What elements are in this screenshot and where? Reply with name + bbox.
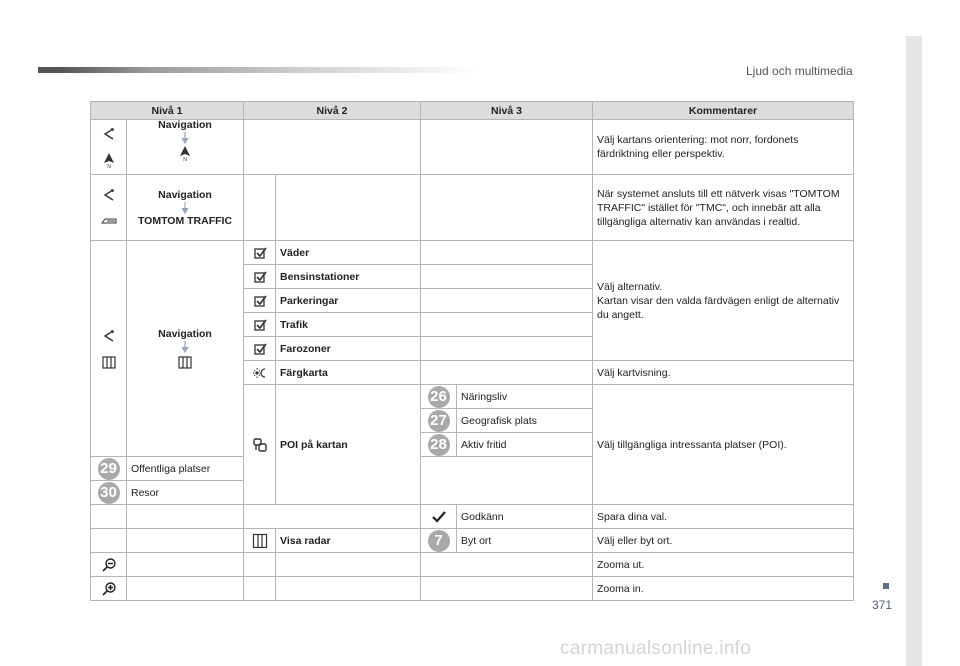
level3-cell: [421, 577, 593, 601]
down-arrow-icon: [181, 132, 189, 144]
badge-cell: [91, 457, 127, 481]
level3-cell: [421, 265, 593, 289]
level2-cell: [244, 505, 421, 529]
page-number: 371: [872, 598, 893, 612]
radar-icon[interactable]: [252, 533, 268, 549]
checkbox-icon[interactable]: [252, 341, 268, 357]
header-comments: Kommentarer: [593, 102, 854, 120]
level1-label: Navigation: [158, 119, 212, 131]
level1-cell: [127, 505, 244, 529]
badge-cell: [421, 433, 457, 457]
level3-cell: [421, 120, 593, 175]
table-row: [91, 577, 854, 601]
checkbox-icon[interactable]: [252, 293, 268, 309]
navigation-arrow-icon: [101, 187, 117, 203]
icon-cell: [91, 241, 127, 457]
level3-cell: [421, 313, 593, 337]
map-settings-icon: [101, 354, 117, 370]
comment-cell: Välj tillgängliga intressanta platser (POI).: [593, 385, 854, 505]
poi-category-badge: 30: [98, 482, 120, 504]
level2-icon-cell: [244, 553, 276, 577]
navigation-arrow-icon: [101, 328, 117, 344]
level1-cell: [127, 553, 244, 577]
level1-cell: [127, 529, 244, 553]
header-gradient-bar: [38, 67, 478, 73]
level2-cell: [276, 577, 421, 601]
tomtom-traffic-icon: [101, 213, 117, 229]
table-row: [91, 241, 854, 265]
day-night-icon[interactable]: [252, 365, 268, 381]
level3-label[interactable]: Resor: [127, 481, 244, 505]
level2-icon-cell: [244, 289, 276, 313]
navigation-arrow-icon: [101, 126, 117, 142]
header-level2: Nivå 2: [244, 102, 421, 120]
poi-category-badge: 29: [98, 458, 120, 480]
confirm-icon-cell: [421, 505, 457, 529]
level1-cell: [127, 120, 244, 175]
icon-cell: [91, 120, 127, 175]
comment-cell: Zooma in.: [593, 577, 854, 601]
poi-icon[interactable]: [252, 437, 268, 453]
option-label[interactable]: POI på kartan: [276, 385, 421, 505]
page-marker: [883, 583, 889, 589]
table-row: [91, 120, 854, 175]
navigation-settings-table: [90, 101, 854, 601]
level2-icon-cell: [244, 577, 276, 601]
level2-icon-cell: [244, 385, 276, 505]
option-label[interactable]: Bensinstationer: [276, 265, 421, 289]
page-side-tab: [906, 36, 922, 666]
option-label[interactable]: Farozoner: [276, 337, 421, 361]
icon-cell: [91, 577, 127, 601]
table-row: [91, 553, 854, 577]
option-label[interactable]: Väder: [276, 241, 421, 265]
level2-icon-cell: [244, 529, 276, 553]
badge-cell: [91, 481, 127, 505]
icon-cell: [91, 529, 127, 553]
option-label[interactable]: Färgkarta: [276, 361, 421, 385]
level3-label[interactable]: Aktiv fritid: [457, 433, 593, 457]
level2-icon-cell: [244, 265, 276, 289]
poi-category-badge: 27: [428, 410, 450, 432]
level3-label[interactable]: Näringsliv: [457, 385, 593, 409]
table-row: [91, 529, 854, 553]
level2-cell: [244, 120, 421, 175]
header-level3: Nivå 3: [421, 102, 593, 120]
icon-cell: [91, 553, 127, 577]
checkbox-icon[interactable]: [252, 245, 268, 261]
checkbox-icon[interactable]: [252, 317, 268, 333]
step-badge: 7: [428, 530, 450, 552]
table-header-row: [91, 102, 854, 120]
option-label[interactable]: Parkeringar: [276, 289, 421, 313]
level3-cell: [421, 289, 593, 313]
level1-sublabel: TOMTOM TRAFFIC: [137, 214, 233, 227]
svg-text:N: N: [106, 164, 111, 168]
zoom-out-icon[interactable]: [101, 557, 117, 573]
level2-icon-cell: [244, 361, 276, 385]
level3-label[interactable]: Byt ort: [457, 529, 593, 553]
comment-cell: Välj eller byt ort.: [593, 529, 854, 553]
section-title: Ljud och multimedia: [746, 64, 853, 78]
down-arrow-icon: [181, 341, 189, 353]
icon-cell: [91, 505, 127, 529]
level1-cell: [127, 577, 244, 601]
comment-cell: Välj kartans orientering: mot norr, fordonets färdriktning eller perspektiv.: [593, 120, 854, 175]
poi-category-badge: 28: [428, 434, 450, 456]
level3-label[interactable]: Geografisk plats: [457, 409, 593, 433]
zoom-in-icon[interactable]: [101, 581, 117, 597]
header-level1: Nivå 1: [91, 102, 244, 120]
option-label[interactable]: Trafik: [276, 313, 421, 337]
badge-cell: [421, 385, 457, 409]
level3-cell: [421, 553, 593, 577]
confirm-label[interactable]: Godkänn: [457, 505, 593, 529]
badge-cell: [421, 529, 457, 553]
level3-cell: [421, 175, 593, 241]
comment-cell: Välj kartvisning.: [593, 361, 854, 385]
checkbox-icon[interactable]: [252, 269, 268, 285]
map-settings-icon: [177, 354, 193, 370]
level2-icon-cell: [244, 337, 276, 361]
poi-category-badge: 26: [428, 386, 450, 408]
level1-cell: [127, 241, 244, 457]
level2-icon-cell: [244, 175, 276, 241]
icon-cell: [91, 175, 127, 241]
level2-cell: [276, 553, 421, 577]
level3-cell: [421, 241, 593, 265]
north-up-icon: [101, 152, 117, 168]
north-up-icon: [177, 145, 193, 161]
comment-cell: Zooma ut.: [593, 553, 854, 577]
level3-cell: [421, 361, 593, 385]
comment-cell: Välj alternativ. Kartan visar den valda färdvägen enligt de alternativ du angett.: [593, 241, 854, 361]
level3-cell: [421, 337, 593, 361]
table-row: [91, 505, 854, 529]
down-arrow-icon: [181, 202, 189, 214]
option-label[interactable]: Visa radar: [276, 529, 421, 553]
checkmark-icon[interactable]: [431, 509, 447, 525]
level2-icon-cell: [244, 241, 276, 265]
comment-cell: När systemet ansluts till ett nätverk visas "TOMTOM TRAFFIC" istället för "TMC", och innebär att alla tillgängliga alternativ kan användas i realtid.: [593, 175, 854, 241]
level1-label: Navigation: [158, 327, 212, 340]
svg-text:N: N: [183, 157, 187, 161]
comment-cell: Spara dina val.: [593, 505, 854, 529]
level3-label[interactable]: Offentliga platser: [127, 457, 244, 481]
watermark: carmanualsonline.info: [560, 638, 752, 659]
level1-label: Navigation: [158, 188, 212, 201]
level2-icon-cell: [244, 313, 276, 337]
level2-cell: [276, 175, 421, 241]
level1-cell: [127, 175, 244, 241]
table-row: [91, 175, 854, 241]
badge-cell: [421, 409, 457, 433]
